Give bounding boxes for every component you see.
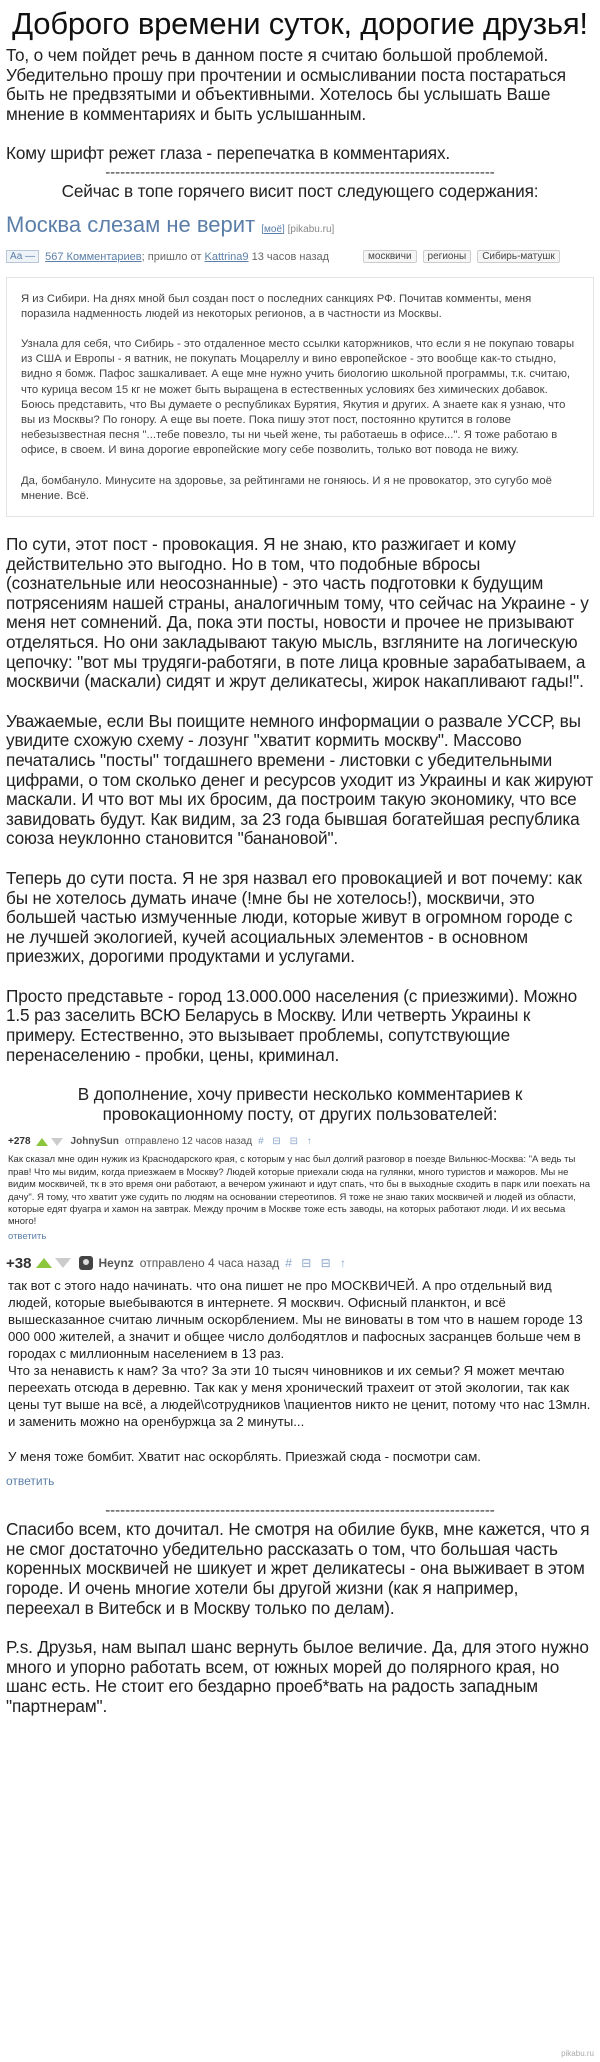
tag[interactable]: Сибирь-матушк (477, 250, 560, 263)
quoted-paragraph: Да, бомбануло. Минусите на здоровье, за рейтингами не гоняюсь. И я не провокатор, это сугубо моё мнение. Всё. (21, 474, 552, 502)
body-paragraph: Теперь до сути поста. Я не зря назвал его провокацией и вот почему: как бы не хотелось думать иначе (!мне бы не хотелось!), москвичи, это большей частью измученные люди, которые живут в огромном городе с не лучшей экологией, кучей асоциальных элементов - в основном приезжих, дорогими продуктами и услугами. (6, 867, 582, 967)
divider: ------------------------------------------------------------------------------ (105, 1502, 495, 1520)
comment-header (6, 1253, 594, 1273)
comments-link[interactable]: 567 Комментариев (45, 250, 142, 263)
comment-line: У меня тоже бомбит. Хватит нас оскорблять. Приезжай сюда - посмотри сам. (8, 1449, 481, 1465)
comment-author[interactable]: JohnySun (70, 1136, 119, 1148)
tag[interactable]: регионы (423, 250, 472, 263)
comment-actions-icons[interactable]: # ⊟ ⊟ ↑ (258, 1136, 315, 1148)
meta-site: [pikabu.ru] (287, 223, 335, 235)
watermark: pikabu.ru (561, 2049, 594, 2058)
quoted-post-title-row (6, 212, 594, 243)
comment-actions-icons[interactable]: # ⊟ ⊟ ↑ (285, 1255, 350, 1270)
avatar-icon (79, 1256, 93, 1270)
quoted-post-title[interactable]: Москва слезам не верит (6, 211, 256, 237)
quoted-paragraph: Узнала для себя, что Сибирь - это отдаленное место ссылки каторжников, что если я не покупаю товары из США и Европы - я ватник, не покупать Моцареллу и вино европейское - это вообще как-то стыдно, видно я бомж. Пафос зашкаливает. А еще мне нужно учить биологию школьной программы, т.к. считаю, что курица весом 15 кг не может быть выращена в естественных условиях без химических добавок. Боюсь представить, что Вы думаете о республиках Бурятия, Якутия и других. А знаете как я узнаю, что вы из Москвы? По гонору. А еще вы поете. Пока пишу этот пост, постоянно крутится в голове небезызвестная песня "...тебе повезло, ты ни чьей жене, ты работаешь в офисе...". Я тоже работаю в офисе, в своем. И вина дорогие европейские могу себе позволить, только вот повода не вижу. (21, 337, 575, 457)
quoted-post-body (6, 277, 594, 517)
quoted-paragraph: Я из Сибири. На днях мной был создан пост о последних санкциях РФ. Почитав комменты, меня поразила надменность людей из некоторых регионов, а в частности из Москвы. (21, 292, 532, 320)
body-paragraph: Уважаемые, если Вы поищите немного информации о развале УССР, вы увидите схожую схему - лозунг "хватит кормить москву". Массово печатались "посты" тогдашнего времени - листовки с убедительными цифрами, о том сколько денег и ресурсов уходит из Украины и как жируют маскали. И что вот мы их бросим, да построим такую экономику, что все завидовать будут. Как видим, за 23 года бывшая богатейшая республика союза неуклонно становится "банановой". (6, 710, 594, 849)
comment-line: Что за ненависть к нам? За что? За эти 10 тысяч чиновников и их семьи? Я может мечтаю переехать отсюда в деревню. Так как у меня хронический трахеит от этой экологии, так как цены тут выше на всё, а людей\сотрудников \пациентов никто не ценит, потому что нас 13млн. и заменить можно на оренбуржца за 2 минуты... (8, 1363, 591, 1430)
comments-intro: В дополнение, хочу привести несколько комментариев к провокационному посту, от других пользователей: (77, 1084, 523, 1124)
comment-line: так вот с этого надо начинать. что она пишет не про МОСКВИЧЕЙ. А про отдельный вид людей, которые выебываются в интернете. Я москвич. Офисный планктон, и всё вышесказанное считаю личным оскорблением. Мы не виноваты в том что в нашем городе 13 000 000 жителей, а значит и общее число долбодятлов и пафосных засранцев больше чем в городах с миллионным населением в 13 раз. (8, 1278, 583, 1362)
posted-by-label: ; пришло от (141, 250, 202, 263)
quoted-pikabu-post (6, 212, 594, 517)
hot-intro: Сейчас в топе горячего висит пост следующего содержания: (61, 180, 539, 201)
body-paragraph: Просто представьте - город 13.000.000 населения (с приезжими). Можно 1.5 раз заселить ВСЮ Беларусь в Москву. Или четверть Украины к примеру. Естественно, это вызывает проблемы, сопутствующие перенаселению - пробки, цены, криминал. (6, 985, 578, 1065)
tag[interactable]: москвичи (363, 250, 417, 263)
outro-paragraph: P.s. Друзья, нам выпал шанс вернуть былое величие. Да, для этого нужно много и упорно работать всем, от южных морей до полярного края, но шанс есть. Не стоит его бездарно проеб*вать на радость западным "партнерам". (6, 1637, 589, 1717)
reply-link[interactable]: ответить (6, 1474, 55, 1489)
body-section (6, 535, 594, 1124)
outro-paragraph: Спасибо всем, кто дочитал. Не смотря на обилие букв, мне кажется, что я не смог достаточно убедительно рассказать о том, что большая часть коренных москвичей не шикует и жрет деликатесы - она выживает в этом городе. И очень многие хотели бы другой жизни (как я например, переехал в Витебск и в Москву только по делам). (6, 1519, 590, 1618)
meta-mine-link[interactable]: [моё] (261, 223, 285, 235)
comment-time: отправлено 4 часа назад (139, 1255, 280, 1270)
comment-rating: +38 (6, 1254, 32, 1272)
comment-text (6, 1277, 594, 1465)
intro-note: Кому шрифт режет глаза - перепечатка в комментариях. (6, 143, 451, 164)
comment-rating: +278 (8, 1136, 31, 1148)
downvote-icon[interactable] (55, 1258, 71, 1268)
font-toggle-button[interactable]: Аа — (6, 250, 39, 263)
author-link[interactable]: Kattrina9 (204, 250, 249, 263)
post-time: 13 часов назад (251, 250, 330, 263)
comment-text: Как сказал мне один нужик из Краснодарского края, с которым у нас был долгий разговор в поезде Вильнюс-Москва: "А ведь ты прав! Что мы видим, когда приезжаем в Москву? Людей которые приехали сюда на гулянки, много туристов и мажоров. Мы не видим москвичей, тк в это время они работают, а вечером ужинают и идут спать, что бы в выходные сходить в парк или поехать на дачу". Я тому, что хватит уже судить по людям на основании стереотипов. Я тоже не знаю таких москвичей и людей из области, которые едят фуагра и хамон на завтрак. Между прочим в Москве тоже есть заводы, на которых работают люди. И их весьма много! (8, 1154, 591, 1228)
downvote-icon[interactable] (51, 1138, 63, 1146)
comment-header (8, 1134, 592, 1150)
comment-author[interactable]: Heynz (98, 1255, 134, 1270)
comment-heynz (6, 1253, 594, 1490)
outro-section (6, 1502, 594, 1716)
comment-johnysun (6, 1134, 594, 1243)
comment-time: отправлено 12 часов назад (124, 1136, 253, 1148)
upvote-icon[interactable] (36, 1138, 48, 1146)
divider: ------------------------------------------------------------------------------ (105, 163, 495, 181)
quoted-post-infobar (6, 247, 594, 267)
upvote-icon[interactable] (36, 1258, 52, 1268)
reply-link[interactable]: ответить (8, 1230, 47, 1242)
body-paragraph: По сути, этот пост - провокация. Я не знаю, кто разжигает и кому действительно это выгодно. Но в том, что подобные вбросы (сознательные или неосознанные) - это часть подготовки к будущим потрясениям нашей страны, аналогичным тому, что сейчас на Украине - у меня нет сомнений. Да, пока эти посты, новости и прочее не призывают отделяться. Но они закладывают такую мысль, взгляните на логическую цепочку: "вот мы трудяги-работяги, в поте лица кровные зарабатываем, а москвичи (маскали) сидят и жрут деликатесы, жирок накапливают гады!". (6, 534, 589, 692)
intro-paragraph: То, о чем пойдет речь в данном посте я считаю большой проблемой. Убедительно прошу при прочтении и осмысливании поста постараться быть не предвзятыми и объективными. Хотелось бы услышать Ваше мнение в комментариях и быть услышанным. (6, 45, 566, 124)
intro-section (6, 46, 594, 202)
post-title: Доброго времени суток, дорогие друзья! (12, 6, 588, 41)
